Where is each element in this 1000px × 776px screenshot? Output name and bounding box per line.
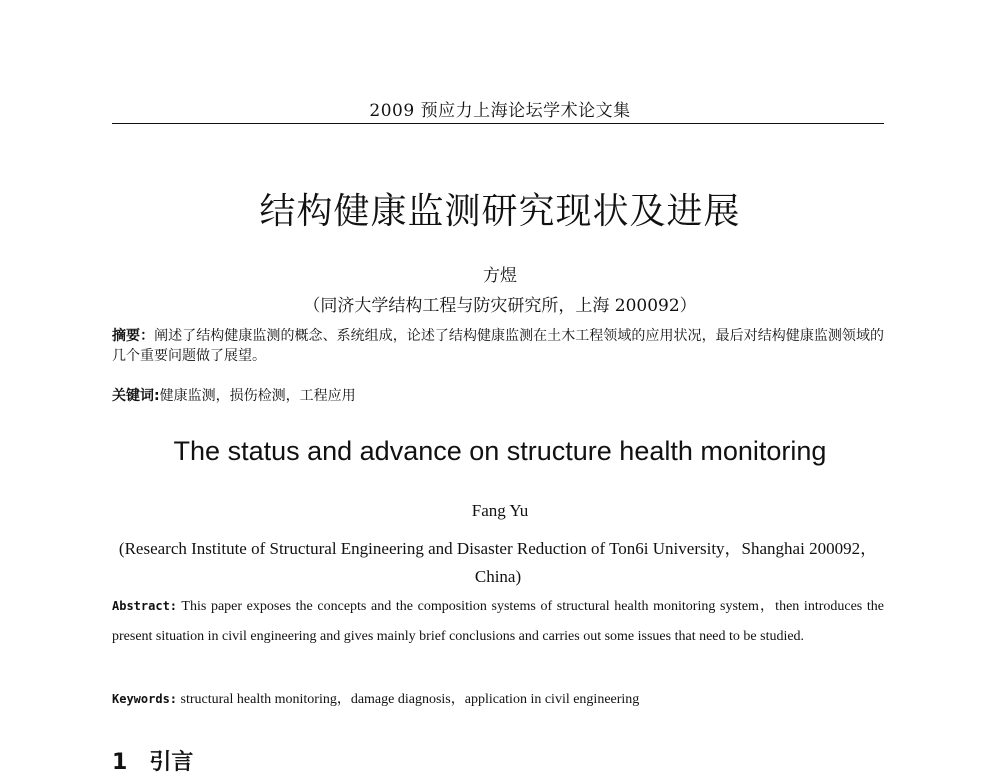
section-number: 1 xyxy=(112,750,128,775)
chinese-author: 方煜 xyxy=(483,266,517,286)
section-title: 引言 xyxy=(149,750,194,775)
english-affiliation: (Research Institute of Structural Engineering and Disaster Reduction of Ton6i University，Shanghai 200092，China) xyxy=(118,539,878,586)
header-rule xyxy=(112,123,884,124)
english-keywords xyxy=(112,685,884,715)
chinese-title: 结构健康监测研究现状及进展 xyxy=(259,191,741,232)
section-heading-introduction xyxy=(112,745,193,776)
running-header: 2009 预应力上海论坛学术论文集 xyxy=(369,101,631,121)
chinese-keywords-text: 健康监测，损伤检测，工程应用 xyxy=(159,388,356,404)
chinese-keywords-label: 关键词: xyxy=(112,388,160,404)
chinese-affiliation: （同济大学结构工程与防灾研究所，上海 200092） xyxy=(303,296,697,316)
english-keywords-label: Keywords: xyxy=(112,692,178,706)
chinese-abstract xyxy=(112,326,884,366)
chinese-keywords xyxy=(112,386,884,406)
chinese-abstract-text: 阐述了结构健康监测的概念、系统组成，论述了结构健康监测在土木工程领域的应用状况，最后对结构健康监测领域的几个重要问题做了展望。 xyxy=(112,328,885,364)
english-abstract xyxy=(112,592,884,651)
chinese-abstract-label: 摘要： xyxy=(112,328,155,344)
english-keywords-text: structural health monitoring，damage diagnosis，application in civil engineering xyxy=(177,692,640,707)
english-abstract-label: Abstract: xyxy=(112,599,178,613)
english-abstract-text: This paper exposes the concepts and the composition systems of structural health monitoring system，then introduces the present situation in civil engineering and gives mainly brief conclusions and carries out some issues that need to be studied. xyxy=(112,599,884,644)
english-author: Fang Yu xyxy=(471,501,529,520)
english-title: The status and advance on structure health monitoring xyxy=(173,436,827,466)
